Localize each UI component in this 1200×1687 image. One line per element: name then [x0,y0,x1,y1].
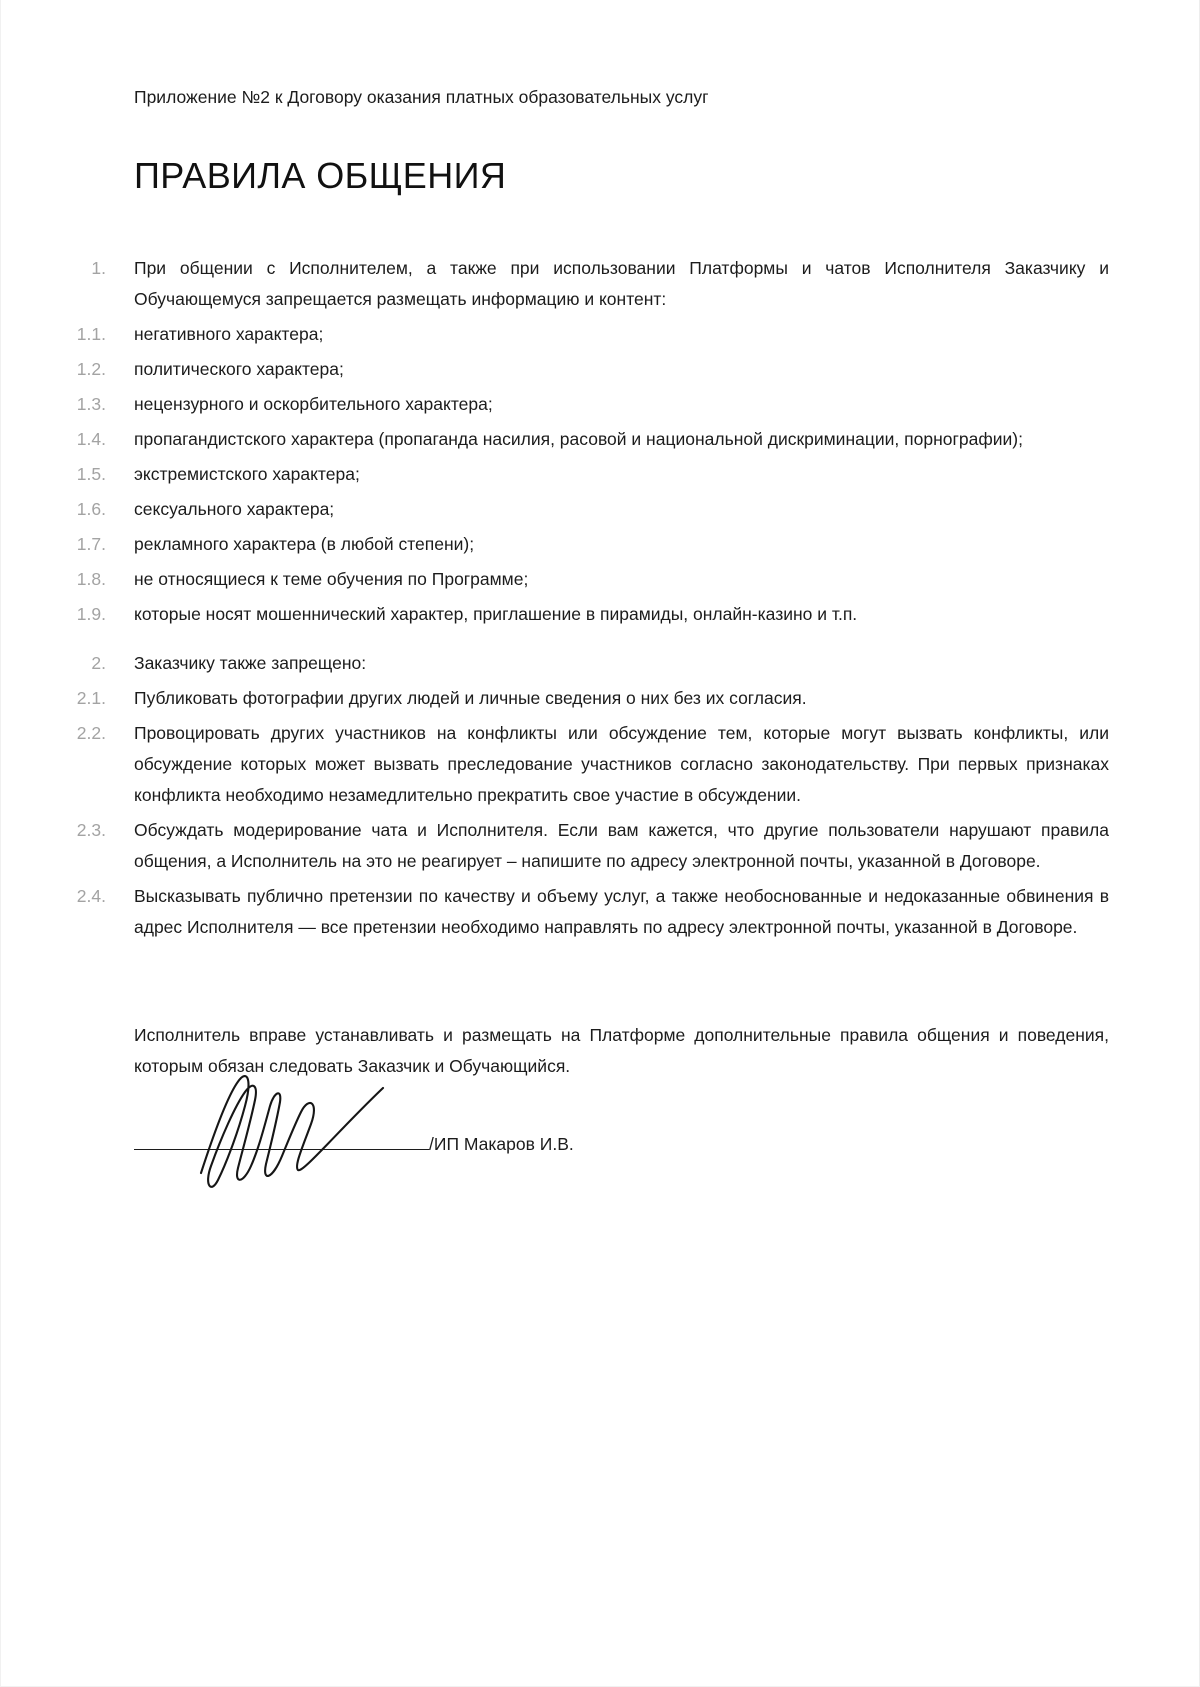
item-number: 2.4. [76,886,106,906]
item-text: Обсуждать модерирование чата и Исполнителя. Если вам кажется, что другие пользователи нарушают правила общения, а Исполнитель на это не реагирует – напишите по адресу электронной почты, указанной в Договоре. [134,820,1109,871]
item-number: 1.1. [76,324,106,344]
item-number: 1.9. [76,604,106,624]
list-item [76,354,1109,385]
page-title: ПРАВИЛА ОБЩЕНИЯ [134,155,507,196]
item-text: которые носят мошеннический характер, приглашение в пирамиды, онлайн-казино и т.п. [134,604,858,624]
item-number: 2.3. [76,820,106,840]
list-item [91,253,1109,315]
list-item [76,529,1109,560]
item-number: 1.7. [76,534,106,554]
item-text: Публиковать фотографии других людей и личные сведения о них без их согласия. [134,688,807,708]
list-item [76,683,1109,714]
item-text: сексуального характера; [134,499,335,519]
item-number: 1.3. [76,394,106,414]
list-item [76,564,1109,595]
list-item [76,459,1109,490]
item-text: Заказчику также запрещено: [134,653,367,673]
item-number: 1.5. [76,464,106,484]
item-text: При общении с Исполнителем, а также при использовании Платформы и чатов Исполнителя Заказчику и Обучающемуся запрещается размещать информацию и контент: [134,258,1109,309]
item-text: экстремистского характера; [134,464,360,484]
item-text: Провоцировать других участников на конфликты или обсуждение тем, которые могут вызвать конфликты, или обсуждение которых может вызвать преследование участников согласно законодательству. При первых признаках конфликта необходимо незамедлительно прекратить свое участие в обсуждении. [134,723,1109,805]
item-text: не относящиеся к теме обучения по Программе; [134,569,529,589]
closing-paragraph: Исполнитель вправе устанавливать и размещать на Платформе дополнительные правила общения и поведения, которым обязан следовать Заказчик и Обучающийся. [134,1025,1109,1076]
signature-line [134,1128,429,1150]
item-number: 1.6. [76,499,106,519]
list-item [76,424,1109,455]
list-item [76,494,1109,525]
list-item [76,319,1109,350]
list-item [76,815,1109,877]
item-number: 2.2. [76,723,106,743]
list-item [76,718,1109,811]
item-number: 2.1. [76,688,106,708]
item-number: 1.8. [76,569,106,589]
rules-list [76,253,1109,943]
list-item [91,648,1109,679]
list-item [76,599,1109,630]
item-text: политического характера; [134,359,344,379]
document-content [1,0,1199,1248]
item-text: пропагандистского характера (пропаганда насилия, расовой и национальной дискриминации, порнографии); [134,429,1023,449]
signature-label: /ИП Макаров И.В. [429,1134,574,1154]
item-number: 1. [91,258,106,278]
item-number: 2. [91,653,106,673]
appendix-header: Приложение №2 к Договору оказания платных образовательных услуг [134,87,709,107]
signature-block [134,1128,1109,1248]
item-text: нецензурного и оскорбительного характера; [134,394,493,414]
item-text: рекламного характера (в любой степени); [134,534,475,554]
item-number: 1.4. [76,429,106,449]
item-text: Высказывать публично претензии по качеству и объему услуг, а также необоснованные и недоказанные обвинения в адрес Исполнителя — все претензии необходимо направлять по адресу электронной почты, указанной в Договоре. [134,886,1109,937]
item-text: негативного характера; [134,324,324,344]
list-item [76,881,1109,943]
item-number: 1.2. [76,359,106,379]
list-item [76,389,1109,420]
